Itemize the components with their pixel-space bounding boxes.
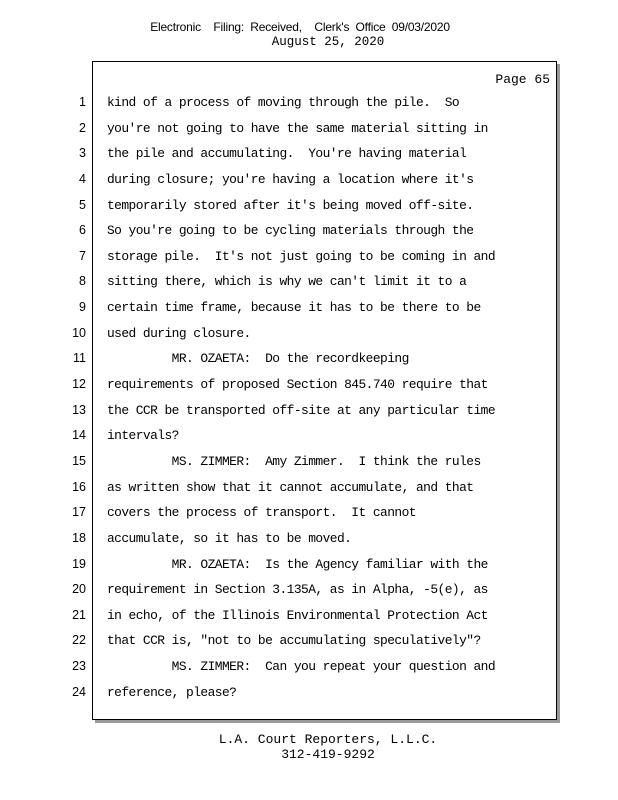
transcript-line: in echo, of the Illinois Environmental Protection Act [107,607,488,623]
transcript-line: storage pile. It's not just going to be coming in and [107,248,496,264]
page-number: Page 65 [495,72,550,87]
line-number: 23 [72,659,86,674]
line-number: 5 [79,197,86,212]
transcript-line: MS. ZIMMER: Can you repeat your question and [107,659,496,675]
transcript-line: So you're going to be cycling materials through the [107,223,474,239]
line-number: 1 [79,95,86,109]
transcript-line: MR. OZAETA: Do the recordkeeping [107,351,409,367]
transcript-line: that CCR is, "not to be accumulating speculatively"? [107,633,481,649]
court-reporter-name: L.A. Court Reporters, L.L.C. [218,732,438,747]
line-number: 17 [72,505,86,520]
transcript-line: MR. OZAETA: Is the Agency familiar with the [107,556,488,572]
transcript-line: you're not going to have the same material sitting in [107,120,488,136]
transcript-line: the pile and accumulating. You're having material [107,146,467,162]
transcript-line: requirements of proposed Section 845.740 require that [107,377,488,393]
transcript-line: sitting there, which is why we can't limit it to a [107,274,467,290]
transcript-line: during closure; you're having a location where it's [107,171,474,187]
line-number: 18 [72,530,86,545]
line-number: 22 [72,633,86,648]
line-number: 24 [72,684,86,699]
transcript-line: kind of a process of moving through the pile. So [107,95,460,110]
transcript-line: covers the process of transport. It cannot [107,505,416,521]
transcript-line: certain time frame, because it has to be there to be [107,300,481,316]
line-number: 4 [79,171,86,186]
transcript-line: temporarily stored after it's being moved off-site. [107,197,474,213]
transcript-line: requirement in Section 3.135A, as in Alpha, -5(e), as [107,582,488,598]
line-number: 15 [72,453,86,468]
transcript-line: the CCR be transported off-site at any particular time [107,402,496,418]
line-number: 8 [79,274,86,289]
line-number: 7 [79,248,86,263]
line-number: 2 [79,120,86,135]
transcript-line: intervals? [107,428,179,444]
court-reporter-phone: 312-419-9292 [281,747,375,762]
line-number: 12 [72,377,86,392]
line-number: 11 [73,351,86,366]
line-number: 14 [72,428,86,443]
line-number-column [58,92,86,707]
transcript-line: accumulate, so it has to be moved. [107,530,352,546]
line-number: 3 [79,146,86,161]
transcript-line: as written show that it cannot accumulate, and that [107,479,474,495]
line-number: 21 [72,607,86,622]
filing-stamp: Electronic Filing: Received, Clerk's Office 09/03/2020 [150,20,450,34]
line-number: 10 [72,325,86,340]
line-number: 13 [72,402,86,417]
line-number: 20 [72,582,86,597]
transcript-line: reference, please? [107,684,237,700]
transcript-line: used during closure. [107,325,251,341]
line-number: 6 [79,223,86,238]
line-number: 9 [79,300,86,315]
transcript-body [107,92,552,707]
hearing-date: August 25, 2020 [271,35,385,49]
line-number: 19 [72,556,86,571]
transcript-line: MS. ZIMMER: Amy Zimmer. I think the rules [107,453,481,469]
line-number: 16 [72,479,86,494]
